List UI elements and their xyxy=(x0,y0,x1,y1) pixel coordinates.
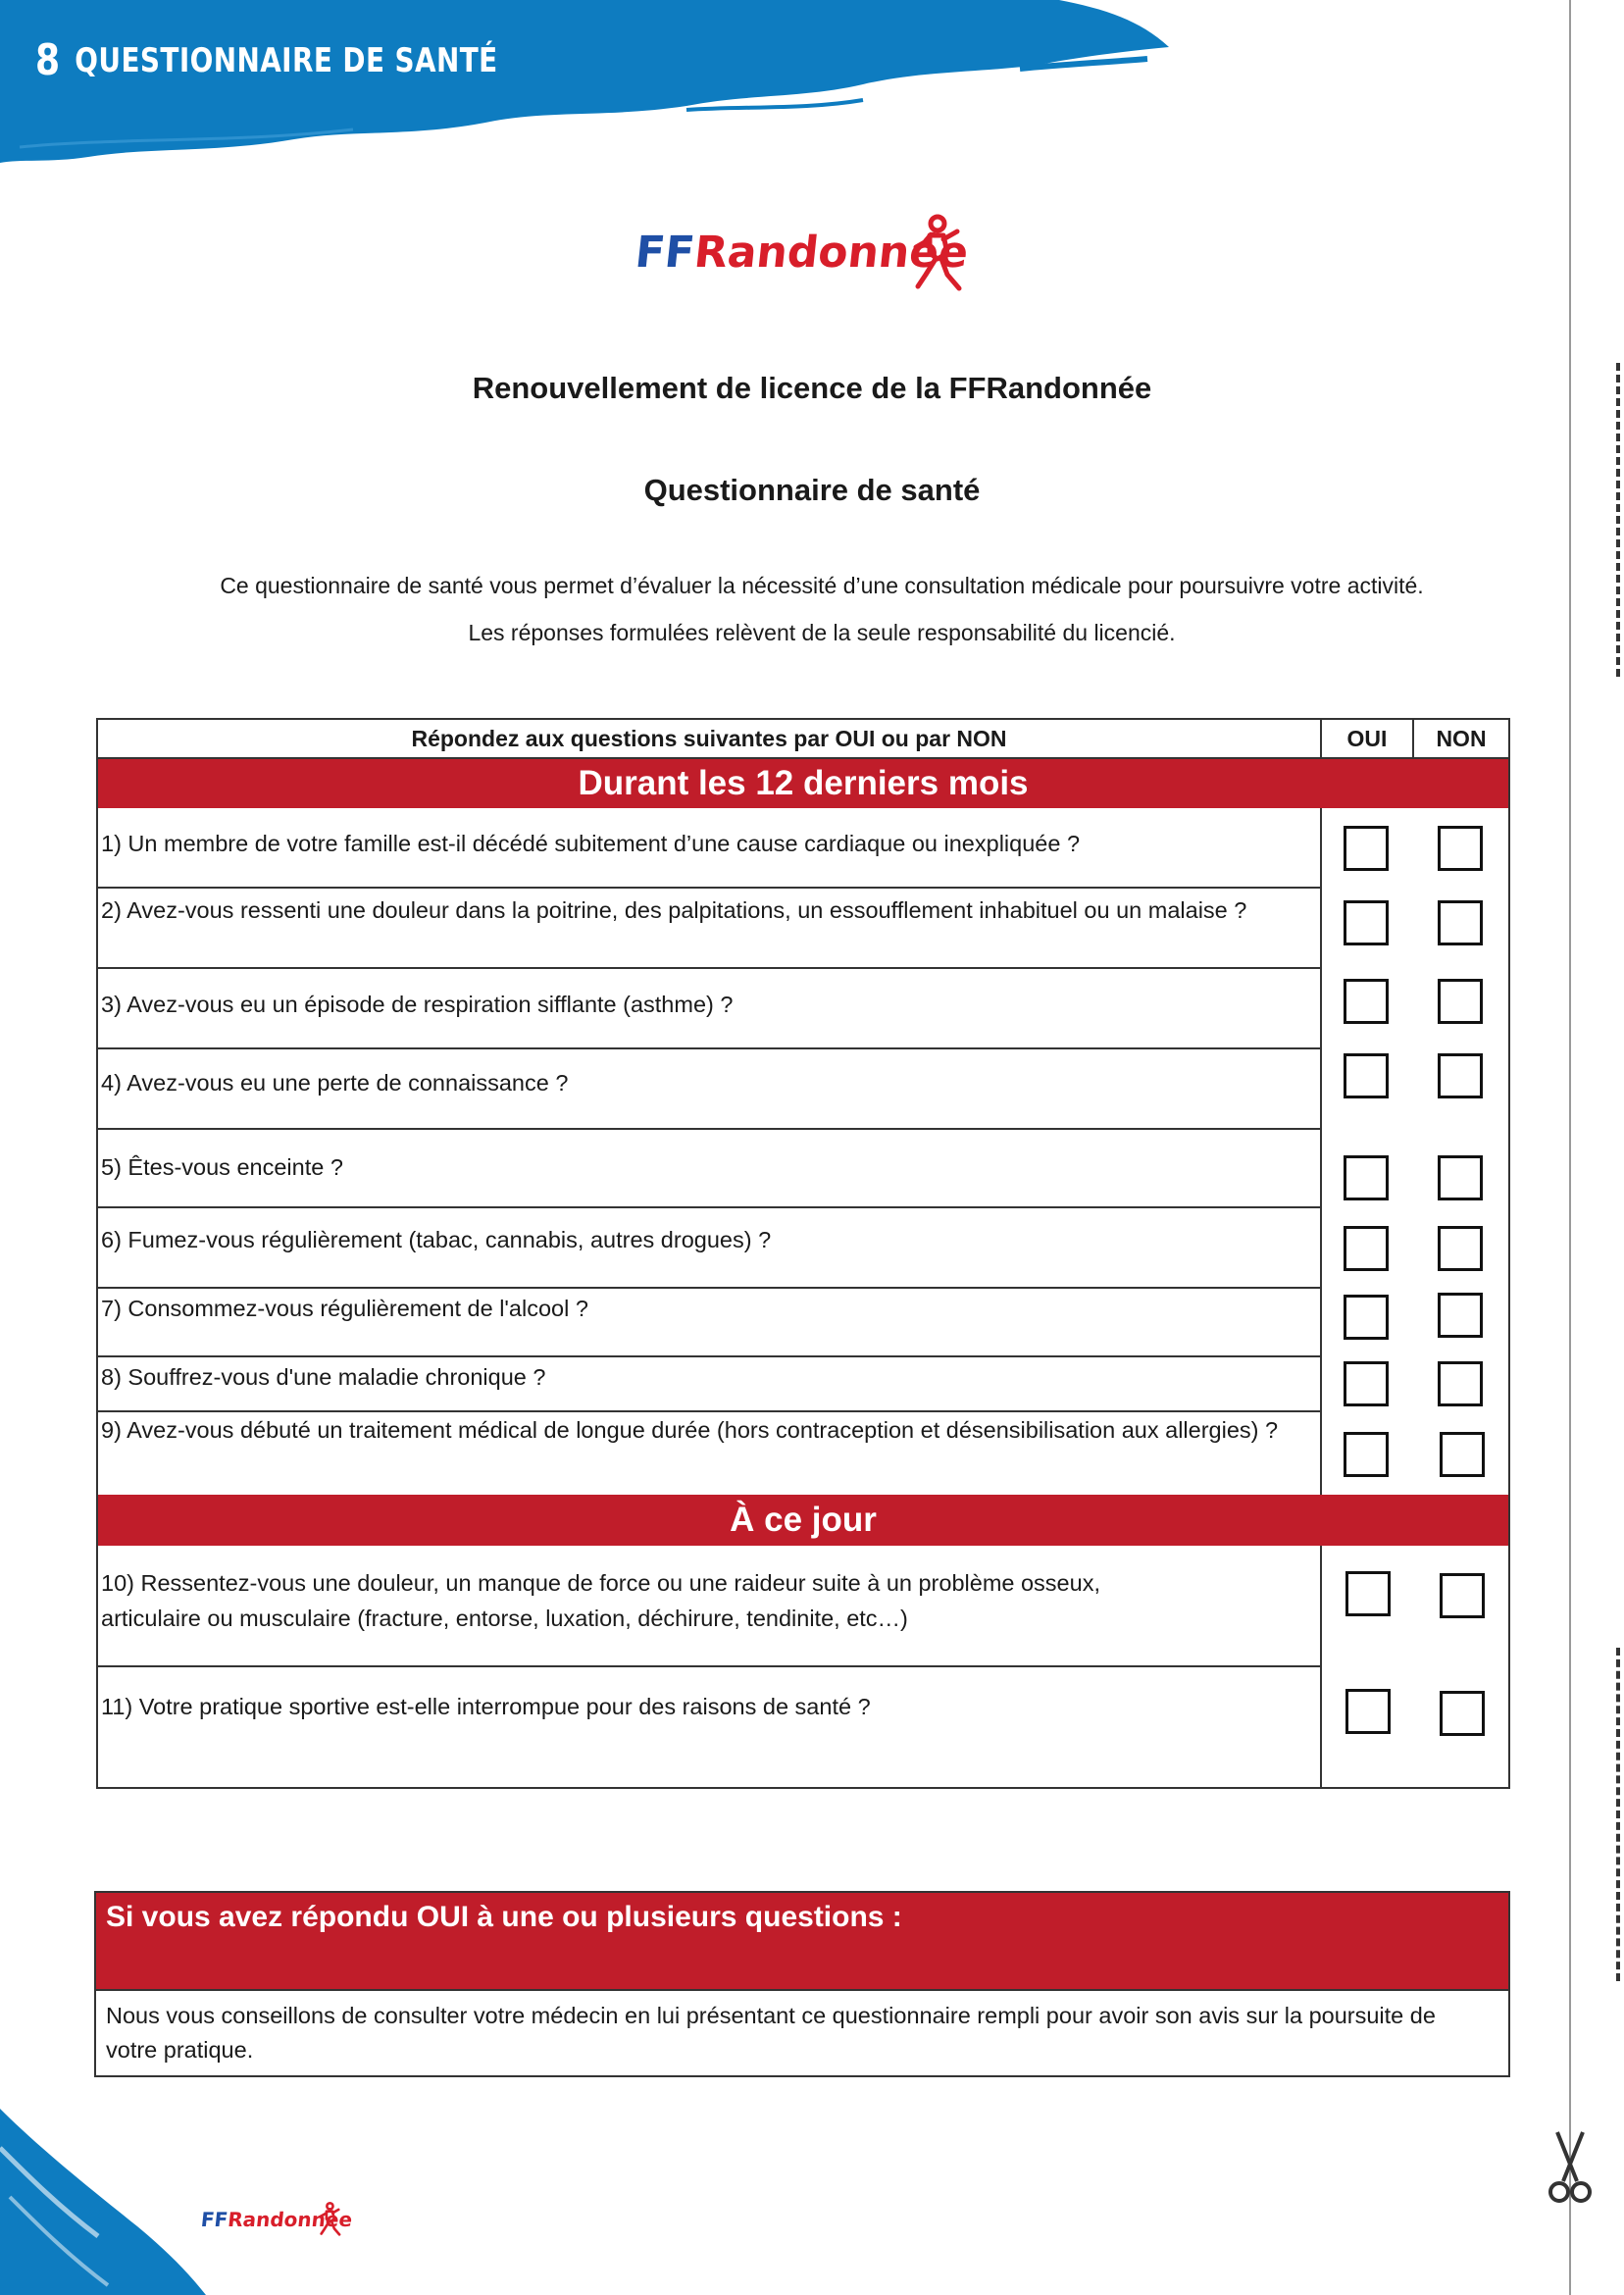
question-text: 1) Un membre de votre famille est-il décédé subitement d’une cause cardiaque ou inexpliquée ? xyxy=(101,831,1081,856)
intro-text: Ce questionnaire de santé vous permet d’évaluer la nécessité d’une consultation médicale pour poursuivre votre activité. xyxy=(220,573,1424,598)
checkbox-q6-non[interactable] xyxy=(1438,1226,1483,1271)
document-title: Renouvellement de licence de la FFRandonnée xyxy=(472,371,1152,405)
question-row xyxy=(98,1667,1322,1787)
logo-randonnee: Randonnée xyxy=(227,2208,354,2231)
advice-box xyxy=(94,1891,1510,2077)
advice-heading: Si vous avez répondu OUI à une ou plusieurs questions : xyxy=(96,1893,1508,1991)
intro-text: Les réponses formulées relèvent de la seule responsabilité du licencié. xyxy=(468,620,1176,645)
header-no: NON xyxy=(1436,726,1487,751)
question-row xyxy=(98,969,1322,1049)
question-row xyxy=(98,1412,1322,1495)
ffrandonnee-logo xyxy=(633,214,971,304)
header-question: Répondez aux questions suivantes par OUI ou par NON xyxy=(98,720,1322,757)
question-row xyxy=(98,1208,1322,1289)
question-text: 10) Ressentez-vous une douleur, un manque de force ou une raideur suite à un problème osseux, articulaire ou musculaire (fracture, entorse, luxation, déchirure, tendinite, etc…) xyxy=(101,1570,1100,1631)
question-text: 3) Avez-vous eu un épisode de respiration sifflante (asthme) ? xyxy=(101,992,734,1017)
checkbox-q10-oui[interactable] xyxy=(1345,1571,1391,1616)
question-text: 11) Votre pratique sportive est-elle interrompue pour des raisons de santé ? xyxy=(101,1694,871,1719)
question-text: 8) Souffrez-vous d'une maladie chronique ? xyxy=(101,1364,546,1390)
section-band-today: À ce jour xyxy=(98,1495,1508,1546)
checkbox-q11-oui[interactable] xyxy=(1345,1689,1391,1734)
footer-logo xyxy=(199,2202,354,2241)
checkbox-q5-oui[interactable] xyxy=(1344,1155,1389,1200)
checkbox-q3-oui[interactable] xyxy=(1344,979,1389,1024)
question-row xyxy=(98,1049,1322,1130)
question-text: 7) Consommez-vous régulièrement de l'alcool ? xyxy=(101,1296,588,1321)
scissors-icon xyxy=(1548,2130,1593,2205)
checkbox-q4-non[interactable] xyxy=(1438,1053,1483,1098)
question-row xyxy=(98,1289,1322,1357)
question-text: 4) Avez-vous eu une perte de connaissance ? xyxy=(101,1070,569,1096)
checkbox-q5-non[interactable] xyxy=(1438,1155,1483,1200)
question-row xyxy=(98,808,1322,889)
checkbox-q2-non[interactable] xyxy=(1438,900,1483,945)
checkbox-q7-oui[interactable] xyxy=(1344,1295,1389,1340)
question-row xyxy=(98,1546,1322,1667)
checkbox-q10-non[interactable] xyxy=(1440,1573,1485,1618)
logo-ff: FF xyxy=(633,228,697,278)
checkbox-q9-oui[interactable] xyxy=(1344,1432,1389,1477)
questionnaire-table xyxy=(96,718,1510,1789)
advice-body: Nous vous conseillons de consulter votre médecin en lui présentant ce questionnaire rempli pour avoir son avis sur la poursuite de votre pratique. xyxy=(106,2003,1436,2063)
checkbox-q8-non[interactable] xyxy=(1438,1361,1483,1406)
page-number: 8 xyxy=(35,35,61,85)
checkbox-q7-non[interactable] xyxy=(1438,1293,1483,1338)
section-band-12-months: Durant les 12 derniers mois xyxy=(98,759,1508,808)
checkbox-q3-non[interactable] xyxy=(1438,979,1483,1024)
header-yes: OUI xyxy=(1322,720,1414,757)
cut-line xyxy=(1569,0,1571,2295)
document-subtitle: Questionnaire de santé xyxy=(643,473,981,507)
running-hiker-logo-icon xyxy=(317,2202,342,2237)
logo-ff: FF xyxy=(199,2208,229,2231)
table-header xyxy=(98,720,1508,759)
perforation-mark xyxy=(1616,1648,1620,1981)
checkbox-q8-oui[interactable] xyxy=(1344,1361,1389,1406)
checkbox-q6-oui[interactable] xyxy=(1344,1226,1389,1271)
question-text: 6) Fumez-vous régulièrement (tabac, cannabis, autres drogues) ? xyxy=(101,1227,772,1252)
question-row xyxy=(98,1130,1322,1208)
checkbox-q1-oui[interactable] xyxy=(1344,826,1389,871)
checkbox-q9-non[interactable] xyxy=(1440,1432,1485,1477)
checkbox-q2-oui[interactable] xyxy=(1344,900,1389,945)
question-text: 5) Êtes-vous enceinte ? xyxy=(101,1154,343,1180)
checkbox-q1-non[interactable] xyxy=(1438,826,1483,871)
question-row xyxy=(98,1357,1322,1412)
checkbox-q4-oui[interactable] xyxy=(1344,1053,1389,1098)
section-title: QUESTIONNAIRE DE SANTÉ xyxy=(75,41,498,80)
logo-randonnee: Randonnée xyxy=(691,228,971,278)
question-text: 9) Avez-vous débuté un traitement médical de longue durée (hors contraception et désensibilisation aux allergies) ? xyxy=(101,1417,1279,1443)
checkbox-q11-non[interactable] xyxy=(1440,1691,1485,1736)
running-hiker-logo-icon xyxy=(908,214,965,294)
footer-brush-stroke xyxy=(0,2109,216,2295)
page-section-tag xyxy=(35,35,498,85)
question-text: 2) Avez-vous ressenti une douleur dans la poitrine, des palpitations, un essoufflement inhabituel ou un malaise ? xyxy=(101,897,1247,923)
question-row xyxy=(98,889,1322,969)
